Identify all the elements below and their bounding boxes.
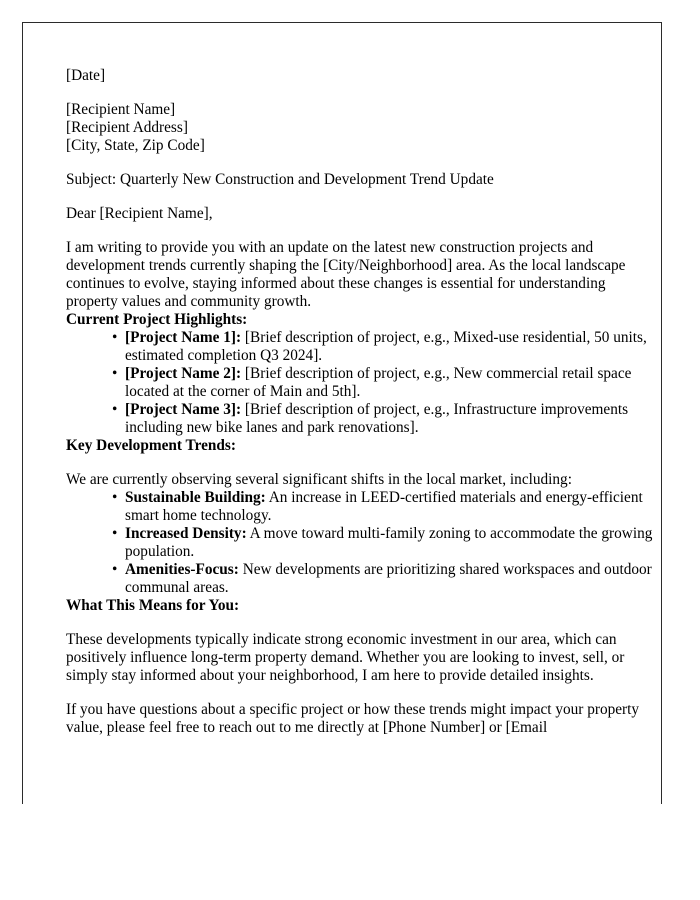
salutation: Dear [Recipient Name], [66,205,213,222]
list-item [112,401,658,437]
project-highlights-list [66,329,658,437]
project-3-text: [Brief description of project, e.g., Infrastructure improvements including new bike lanes and park renovations]. [125,401,629,436]
list-item [112,489,658,525]
heading-what-this-means: What This Means for You: [66,597,240,614]
project-1-text: [Brief description of project, e.g., Mixed-use residential, 50 units, estimated completion Q3 2024]. [125,329,647,364]
trend-3-label: Amenities-Focus: [125,561,239,578]
what-this-means-paragraph: These developments typically indicate strong economic investment in our area, which can positively influence long-term property demand. Whether you are looking to invest, sell, or simply stay informed about your neighborhood, I am here to provide detailed insights. [66,631,625,684]
trend-1-text: An increase in LEED-certified materials and energy-efficient smart home technology. [125,489,643,524]
list-item [112,525,658,561]
project-2-text: [Brief description of project, e.g., New commercial retail space located at the corner of Main and 5th]. [125,365,632,400]
trend-3-text: New developments are prioritizing shared workspaces and outdoor communal areas. [125,561,652,596]
list-item [112,365,658,401]
intro-paragraph: I am writing to provide you with an update on the latest new construction projects and development trends currently shaping the [City/Neighborhood] area. As the local landscape continues to evolve, staying informed about these changes is essential for understanding property values and community growth. [66,239,626,310]
date-line: [Date] [66,67,106,84]
trend-2-text: A move toward multi-family zoning to accommodate the growing population. [125,525,653,560]
list-item [112,329,658,365]
heading-development-trends: Key Development Trends: [66,437,236,454]
heading-project-highlights: Current Project Highlights: [66,311,248,328]
subject-line: Subject: Quarterly New Construction and Development Trend Update [66,171,494,188]
development-trends-list [66,489,658,597]
project-3-label: [Project Name 3]: [125,401,242,418]
project-1-label: [Project Name 1]: [125,329,242,346]
recipient-city-state-zip: [City, State, Zip Code] [66,137,205,154]
recipient-address-block [66,101,658,155]
closing-paragraph: If you have questions about a specific project or how these trends might impact your property value, please feel free to reach out to me directly at [Phone Number] or [Email [66,701,640,736]
trend-1-label: Sustainable Building: [125,489,266,506]
recipient-name: [Recipient Name] [66,101,176,118]
project-2-label: [Project Name 2]: [125,365,242,382]
development-trends-lead-in: We are currently observing several significant shifts in the local market, including: [66,471,572,488]
document-page [22,22,662,804]
trend-2-label: Increased Density: [125,525,247,542]
letter-body [66,67,658,737]
list-item [112,561,658,597]
recipient-address: [Recipient Address] [66,119,188,136]
